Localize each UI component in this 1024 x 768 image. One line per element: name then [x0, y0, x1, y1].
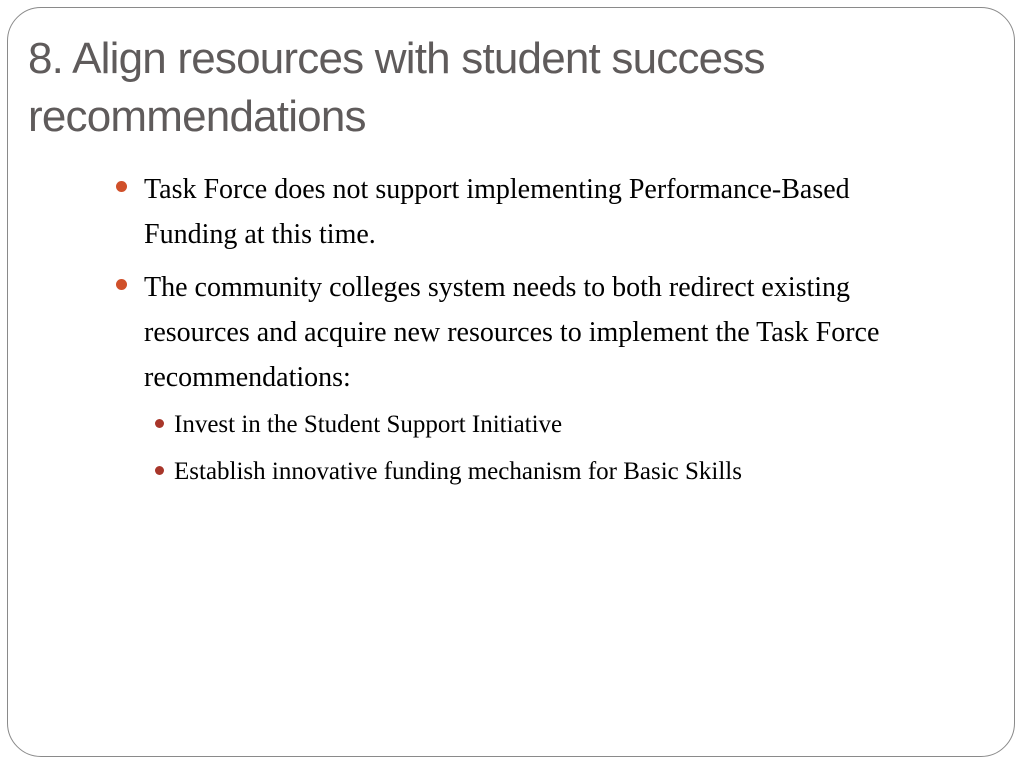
sub-bullet-text: Establish innovative funding mechanism for Basic Skills: [174, 458, 742, 485]
bullet-text: Task Force does not support implementing Performance-Based Funding at this time.: [144, 174, 850, 250]
bullet-item: [112, 265, 942, 494]
slide-content: [112, 167, 942, 502]
slide-title: 8. Align resources with student success recommendations: [28, 34, 765, 141]
bullet-text: The community colleges system needs to both redirect existing resources and acquire new resources to implement the Task Force recommendations:: [144, 272, 880, 393]
sub-bullet-text: Invest in the Student Support Initiative: [174, 411, 563, 438]
bullet-dot-icon: [116, 279, 127, 290]
bullet-item: [112, 167, 942, 257]
bullet-dot-icon: [116, 181, 127, 192]
sub-bullet-item: [144, 402, 942, 447]
sub-bullet-item: [144, 449, 942, 494]
sub-bullet-list: [144, 402, 942, 494]
sub-bullet-dot-icon: [155, 419, 164, 428]
bullet-list: [112, 167, 942, 494]
sub-bullet-dot-icon: [155, 466, 164, 475]
